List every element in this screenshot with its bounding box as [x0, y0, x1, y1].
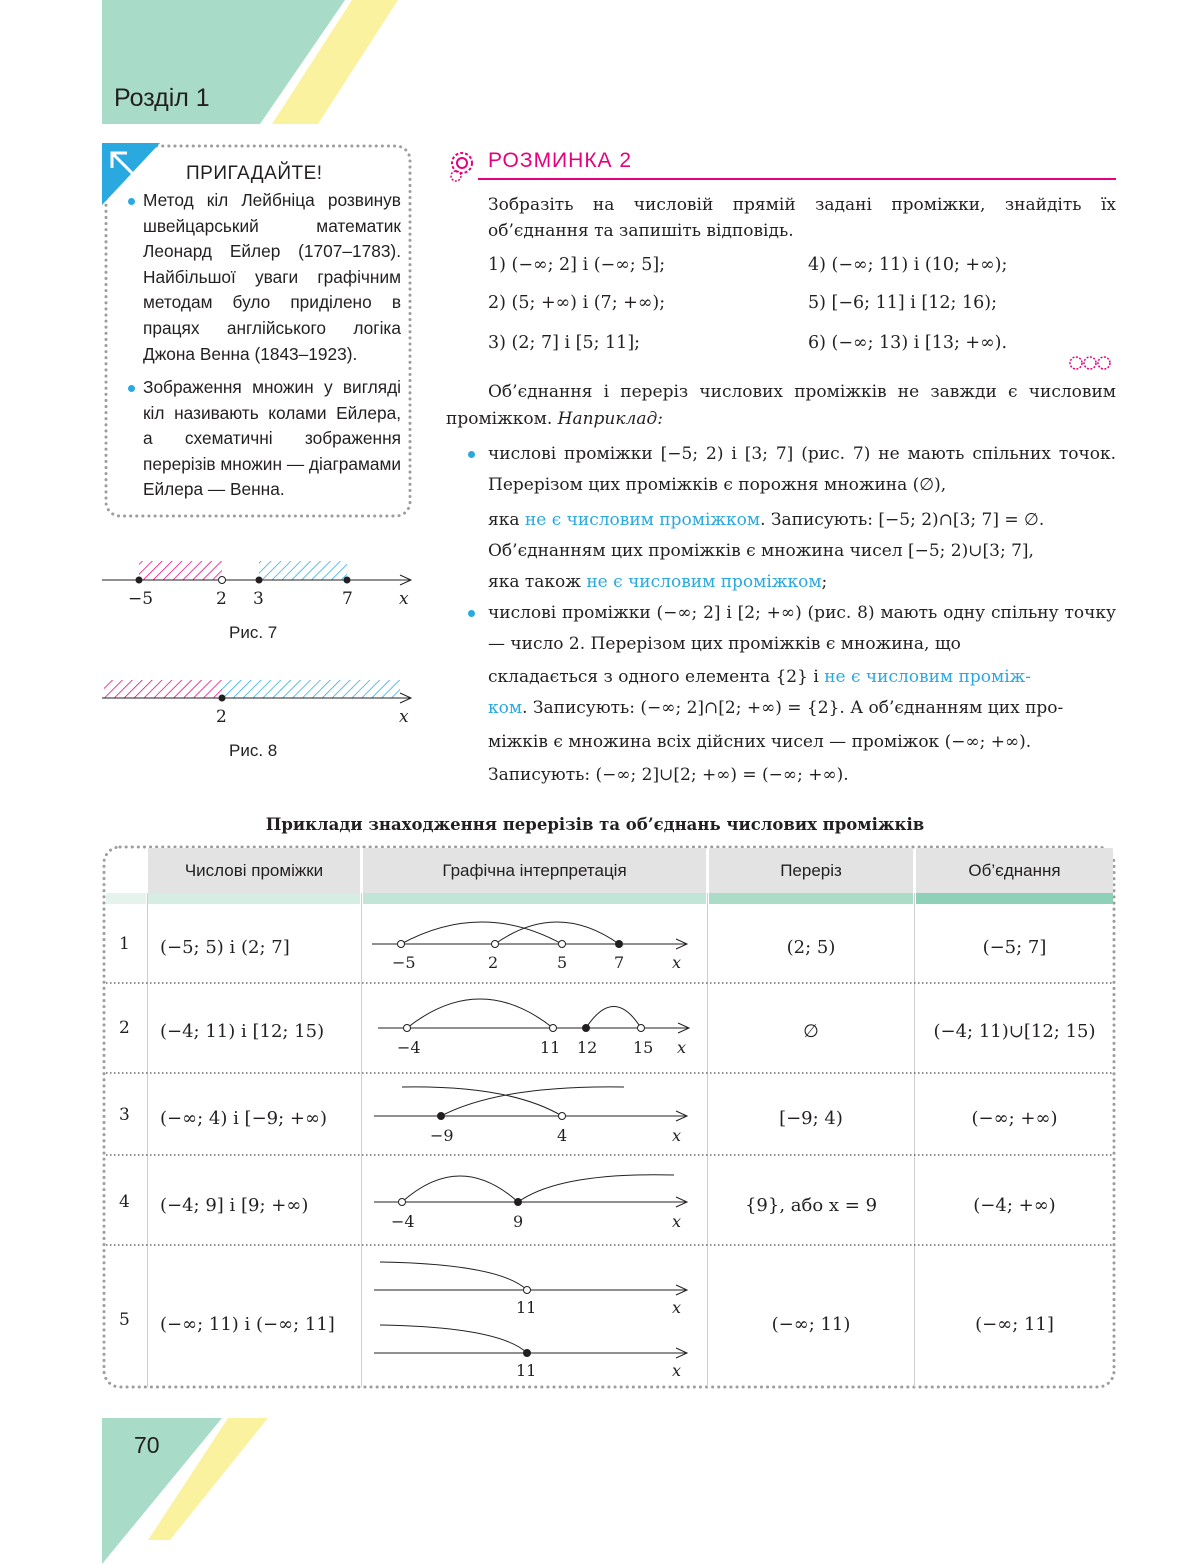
tick-label: −4: [391, 1212, 415, 1231]
table-header-union: Об’єднання: [968, 861, 1061, 880]
reminder-point-1: Метод кіл Лейбніца розвинув швейцарський математик Леонард Ейлер (1707–1783). Найбільшої уваги графічним методам було приділено в працях англійського логіка Джона Венна (1843–1923).: [143, 190, 401, 364]
axis-label: x: [672, 1361, 682, 1380]
row-1-number-line: [372, 922, 687, 949]
fig7-caption: Рис. 7: [229, 623, 278, 642]
axis-label: x: [672, 953, 682, 972]
fig7-tick-label: 3: [253, 589, 264, 609]
bullet-icon: [128, 385, 135, 392]
table-header-graphic: Графічна інтерпретація: [442, 861, 627, 880]
warmup-item-4: 4) (−∞; 11) і (10; +∞);: [808, 255, 1008, 275]
row-number: 5: [119, 1310, 130, 1330]
highlight-not-interval: не є числовим проміжком: [524, 510, 761, 530]
reminder-point-2: Зображення множин у вигляді кіл називають колами Ейлера, а схематичні зображення перерізів множин — діаграмами Ейлера — Венна.: [143, 377, 401, 500]
row-intersection: (−∞; 11): [771, 1314, 851, 1335]
fig7-tick-label: −5: [128, 589, 154, 609]
highlight-not-interval: ком: [488, 698, 523, 718]
tick-label: 11: [516, 1361, 537, 1380]
warmup-item-2: 2) (5; +∞) і (7; +∞);: [488, 293, 666, 313]
row-union: (−∞; 11]: [975, 1314, 1054, 1335]
axis-label: x: [672, 1126, 682, 1145]
row-intersection: {9}, або x = 9: [744, 1195, 878, 1216]
table-caption: Приклади знаходження перерізів та об’єднань числових проміжків: [265, 815, 925, 834]
row-intersection: ∅: [803, 1021, 819, 1042]
tick-label: 11: [540, 1038, 561, 1057]
end-marker-gears-icon: [1070, 357, 1110, 369]
tick-label: 4: [557, 1126, 568, 1145]
tick-label: 7: [614, 953, 625, 972]
row-intervals: (−∞; 4) і [−9; +∞): [160, 1108, 328, 1129]
warmup-title: РОЗМИНКА 2: [488, 149, 633, 172]
row-intervals: (−4; 9] і [9; +∞): [160, 1195, 309, 1216]
bullet-1-line-3: [488, 505, 1116, 536]
row-union: (−4; +∞): [973, 1195, 1056, 1216]
bullet-2-lines-1-2: числові проміжки (−∞; 2] і [2; +∞) (рис. 8) мають одну спільну точку — число 2. Перерізом цих проміжків є множина, що: [488, 603, 1116, 654]
page-number: 70: [134, 1432, 160, 1458]
row-number: 3: [119, 1105, 130, 1125]
tick-label: −5: [392, 953, 416, 972]
warmup-task: Зобразіть на числовій прямій задані проміжки, знайдіть їх об’єднання та запишіть відповідь.: [488, 195, 1116, 241]
bullet-1-lines-1-2: числові проміжки [−5; 2) і [3; 7] (рис. 7) не мають спільних точок. Перерізом цих проміжків є порожня множина (∅),: [488, 444, 1116, 495]
axis-label: x: [677, 1038, 687, 1057]
text-span: яка: [488, 510, 520, 530]
table-header-intervals: Числові проміжки: [184, 861, 324, 880]
tick-label: 12: [577, 1038, 598, 1057]
bullet-2-line-5: міжків є множина всіх дійсних чисел — проміжок (−∞; +∞).: [488, 732, 1032, 752]
table-header-intersection: Переріз: [780, 861, 842, 880]
row-2-number-line: [378, 999, 689, 1033]
row-intervals: (−4; 11) і [12; 15): [160, 1021, 325, 1042]
bullet-icon: [128, 198, 135, 205]
bullet-1-line-4: Об’єднанням цих проміжків є множина чисел [−5; 2)∪[3; 7],: [488, 541, 1034, 561]
intro-text: Об’єднання і переріз числових проміжків не завжди є числовим проміжком.: [446, 382, 1116, 429]
bullet-2-line-6: Записують: (−∞; 2]∪[2; +∞) = (−∞; +∞).: [488, 765, 849, 785]
row-intersection: (2; 5): [786, 937, 836, 958]
bullet-2-line-4: [488, 693, 1116, 724]
text-span: яка також: [488, 572, 581, 592]
warmup-item-3: 3) (2; 7] і [5; 11];: [488, 333, 641, 353]
tick-label: 2: [488, 953, 499, 972]
bullet-2-line-3: [488, 662, 1116, 693]
warmup-item-5: 5) [−6; 11] і [12; 16);: [808, 293, 997, 313]
axis-label: x: [672, 1298, 682, 1317]
fig7-tick-label: 7: [342, 589, 353, 609]
fig7-tick-label: 2: [216, 589, 227, 609]
warmup-item-6: 6) (−∞; 13) і [13; +∞).: [808, 333, 1008, 353]
row-union: (−∞; +∞): [971, 1108, 1058, 1129]
section-title: Розділ 1: [114, 84, 210, 112]
fig7-axis-label: x: [399, 589, 409, 609]
row-union: (−4; 11)∪[12; 15): [933, 1021, 1096, 1042]
text-span: ;: [821, 572, 828, 592]
row-intervals: (−∞; 11) і (−∞; 11]: [160, 1314, 335, 1335]
row-number: 4: [119, 1192, 130, 1212]
row-3-number-line: [374, 1087, 687, 1121]
figure-8-number-line: [102, 680, 411, 703]
row-intersection: [−9; 4): [779, 1108, 843, 1129]
fig8-axis-label: x: [399, 707, 409, 727]
tick-label: 15: [633, 1038, 654, 1057]
bullet-icon: [468, 610, 475, 617]
row-number: 1: [119, 934, 130, 954]
fig8-caption: Рис. 8: [229, 741, 278, 760]
fig8-tick-label: 2: [216, 707, 227, 727]
tick-label: 11: [516, 1298, 537, 1317]
intro-example-label: Наприклад:: [557, 409, 663, 429]
row-union: (−5; 7]: [982, 937, 1047, 958]
warmup-underline: [478, 178, 1116, 180]
gear-icon: [451, 153, 472, 181]
row-intervals: (−5; 5) і (2; 7]: [160, 937, 290, 958]
text-span: складається з одного елемента {2} і: [488, 667, 819, 687]
highlight-not-interval: не є числовим промiж-: [824, 667, 1032, 687]
figure-7-number-line: [102, 561, 411, 585]
bullet-1-line-5: [488, 567, 1116, 598]
warmup-item-1: 1) (−∞; 2] і (−∞; 5];: [488, 255, 666, 275]
intro-paragraph: [446, 379, 1116, 433]
row-number: 2: [119, 1018, 130, 1038]
highlight-not-interval: не є числовим проміжком: [586, 572, 822, 592]
text-span: . Записують: (−∞; 2]∩[2; +∞) = {2}. А об’єднанням цих про-: [522, 698, 1064, 718]
tick-label: −4: [397, 1038, 421, 1057]
text-span: . Записують: [−5; 2)∩[3; 7] = ∅.: [760, 510, 1045, 530]
row-4-number-line: [374, 1175, 687, 1207]
tick-label: 9: [513, 1212, 524, 1231]
axis-label: x: [672, 1212, 682, 1231]
tick-label: −9: [430, 1126, 454, 1145]
reminder-heading: ПРИГАДАЙТЕ!: [186, 163, 323, 184]
tick-label: 5: [557, 953, 568, 972]
bullet-icon: [468, 451, 475, 458]
